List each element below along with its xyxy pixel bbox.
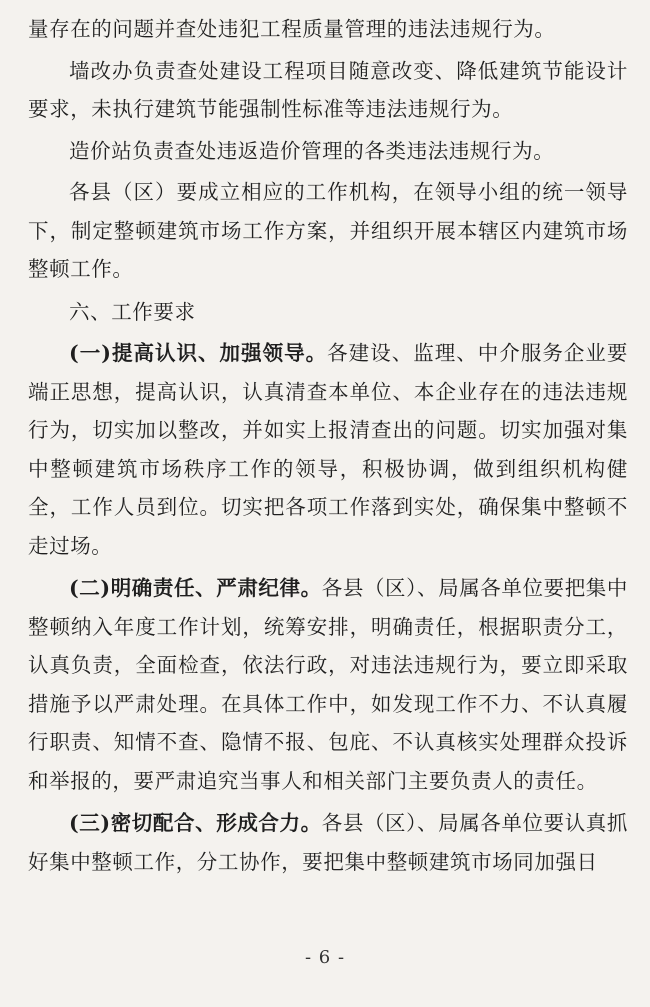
paragraph-text: 各县（区）、局属各单位要把集中整顿纳入年度工作计划，统筹安排，明确责任，根据职责分工，认真负责，全面检查，依法行政，对违法违规行为，要立即采取措施予以严肃处理。在具体工作中，如发现工作不力、不认真履行职责、知情不查、隐情不报、包庇、不认真核实处理群众投诉和举报的，要严肃追究当事人和相关部门主要负责人的责任。 — [28, 576, 629, 793]
section-heading — [28, 293, 628, 332]
item-lead: (三)密切配合、形成合力。 — [69, 811, 322, 835]
paragraph-item-1 — [28, 334, 628, 565]
paragraph-text: 墙改办负责查处建设工程项目随意改变、降低建筑节能设计要求，未执行建筑节能强制性标准等违法违规行为。 — [28, 58, 628, 121]
paragraph-text: 造价站负责查处违返造价管理的各类违法违规行为。 — [69, 138, 555, 163]
document-body — [28, 10, 628, 881]
item-lead: (一)提高认识、加强领导。 — [69, 341, 328, 365]
paragraph-text: 各建设、监理、中介服务企业要端正思想，提高认识，认真清查本单位、本企业存在的违法违规行为，切实加以整改，并如实上报清查出的问题。切实加强对集中整顿建筑市场秩序工作的领导，积极协调，做到组织机构健全，工作人员到位。切实把各项工作落到实处，确保集中整顿不走过场。 — [28, 341, 629, 558]
paragraph-item-3 — [28, 804, 628, 881]
paragraph-text: 各县（区）要成立相应的工作机构，在领导小组的统一领导下，制定整顿建筑市场工作方案，并组织开展本辖区内建筑市场整顿工作。 — [28, 180, 628, 281]
paragraph-item-2 — [28, 569, 628, 800]
paragraph-counties — [28, 173, 628, 289]
paragraph-continuation — [28, 10, 628, 49]
paragraph-cost-station — [28, 132, 628, 171]
paragraph-text: 量存在的问题并查处违犯工程质量管理的违法违规行为。 — [28, 17, 556, 41]
paragraph-wall-reform-office — [28, 52, 628, 129]
page-number: - 6 - — [304, 947, 346, 968]
paragraph-text: 各县（区）、局属各单位要认真抓好集中整顿工作，分工协作，要把集中整顿建筑市场同加强日 — [28, 811, 629, 874]
heading-text: 六、工作要求 — [69, 299, 196, 324]
item-lead: (二)明确责任、严肃纪律。 — [69, 576, 322, 600]
